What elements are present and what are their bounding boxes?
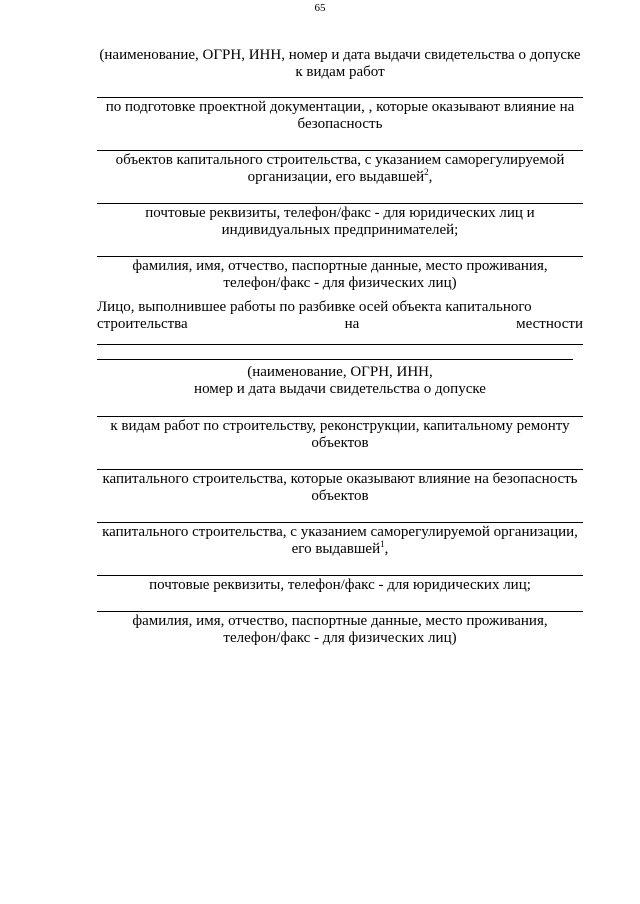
field-caption: объектов капитального строительства, с указанием саморегулируемой организации, его выдавшей$^2$, bbox=[115, 152, 565, 185]
footnote-mark: 2 bbox=[424, 167, 429, 177]
fill-in-line bbox=[97, 150, 583, 151]
fill-in-line bbox=[97, 522, 583, 523]
fill-in-line bbox=[97, 203, 583, 204]
fill-in-line bbox=[97, 97, 583, 98]
field-caption: фамилия, имя, отчество, паспортные данные, место проживания, телефон/факс - для физических лиц) bbox=[132, 258, 548, 291]
field-caption: капитального строительства, которые оказывают влияние на безопасность объектов bbox=[102, 471, 578, 504]
footnote-mark: 1 bbox=[380, 539, 385, 549]
fill-in-line bbox=[97, 575, 583, 576]
fill-in-line bbox=[97, 256, 583, 257]
field-caption: фамилия, имя, отчество, паспортные данные, место проживания, телефон/факс - для физических лиц) bbox=[132, 613, 548, 646]
field-caption: капитального строительства, с указанием саморегулируемой организации, его выдавшей$^1$, bbox=[102, 524, 578, 557]
field-caption: (наименование, ОГРН, ИНН, номер и дата выдачи свидетельства о допуске к видам работ bbox=[99, 47, 581, 80]
form-body bbox=[97, 44, 583, 647]
page-number: 65 bbox=[314, 2, 326, 14]
field-caption: почтовые реквизиты, телефон/факс - для юридических лиц; bbox=[149, 577, 531, 593]
fill-in-line bbox=[97, 359, 573, 360]
field-caption: почтовые реквизиты, телефон/факс - для юридических лиц и индивидуальных предпринимателей; bbox=[145, 205, 535, 238]
field-caption: (наименование, ОГРН, ИНН, номер и дата выдачи свидетельства о допуске bbox=[194, 364, 486, 397]
fill-in-line bbox=[97, 611, 583, 612]
field-caption: по подготовке проектной документации, , которые оказывают влияние на безопасность bbox=[105, 99, 575, 132]
body-paragraph: Лицо, выполнившее работы по разбивке осей объекта капитального строительства на местности bbox=[97, 299, 583, 332]
fill-in-line bbox=[97, 469, 583, 470]
field-caption: к видам работ по строительству, реконструкции, капитальному ремонту объектов bbox=[110, 418, 570, 451]
fill-in-line bbox=[97, 416, 583, 417]
